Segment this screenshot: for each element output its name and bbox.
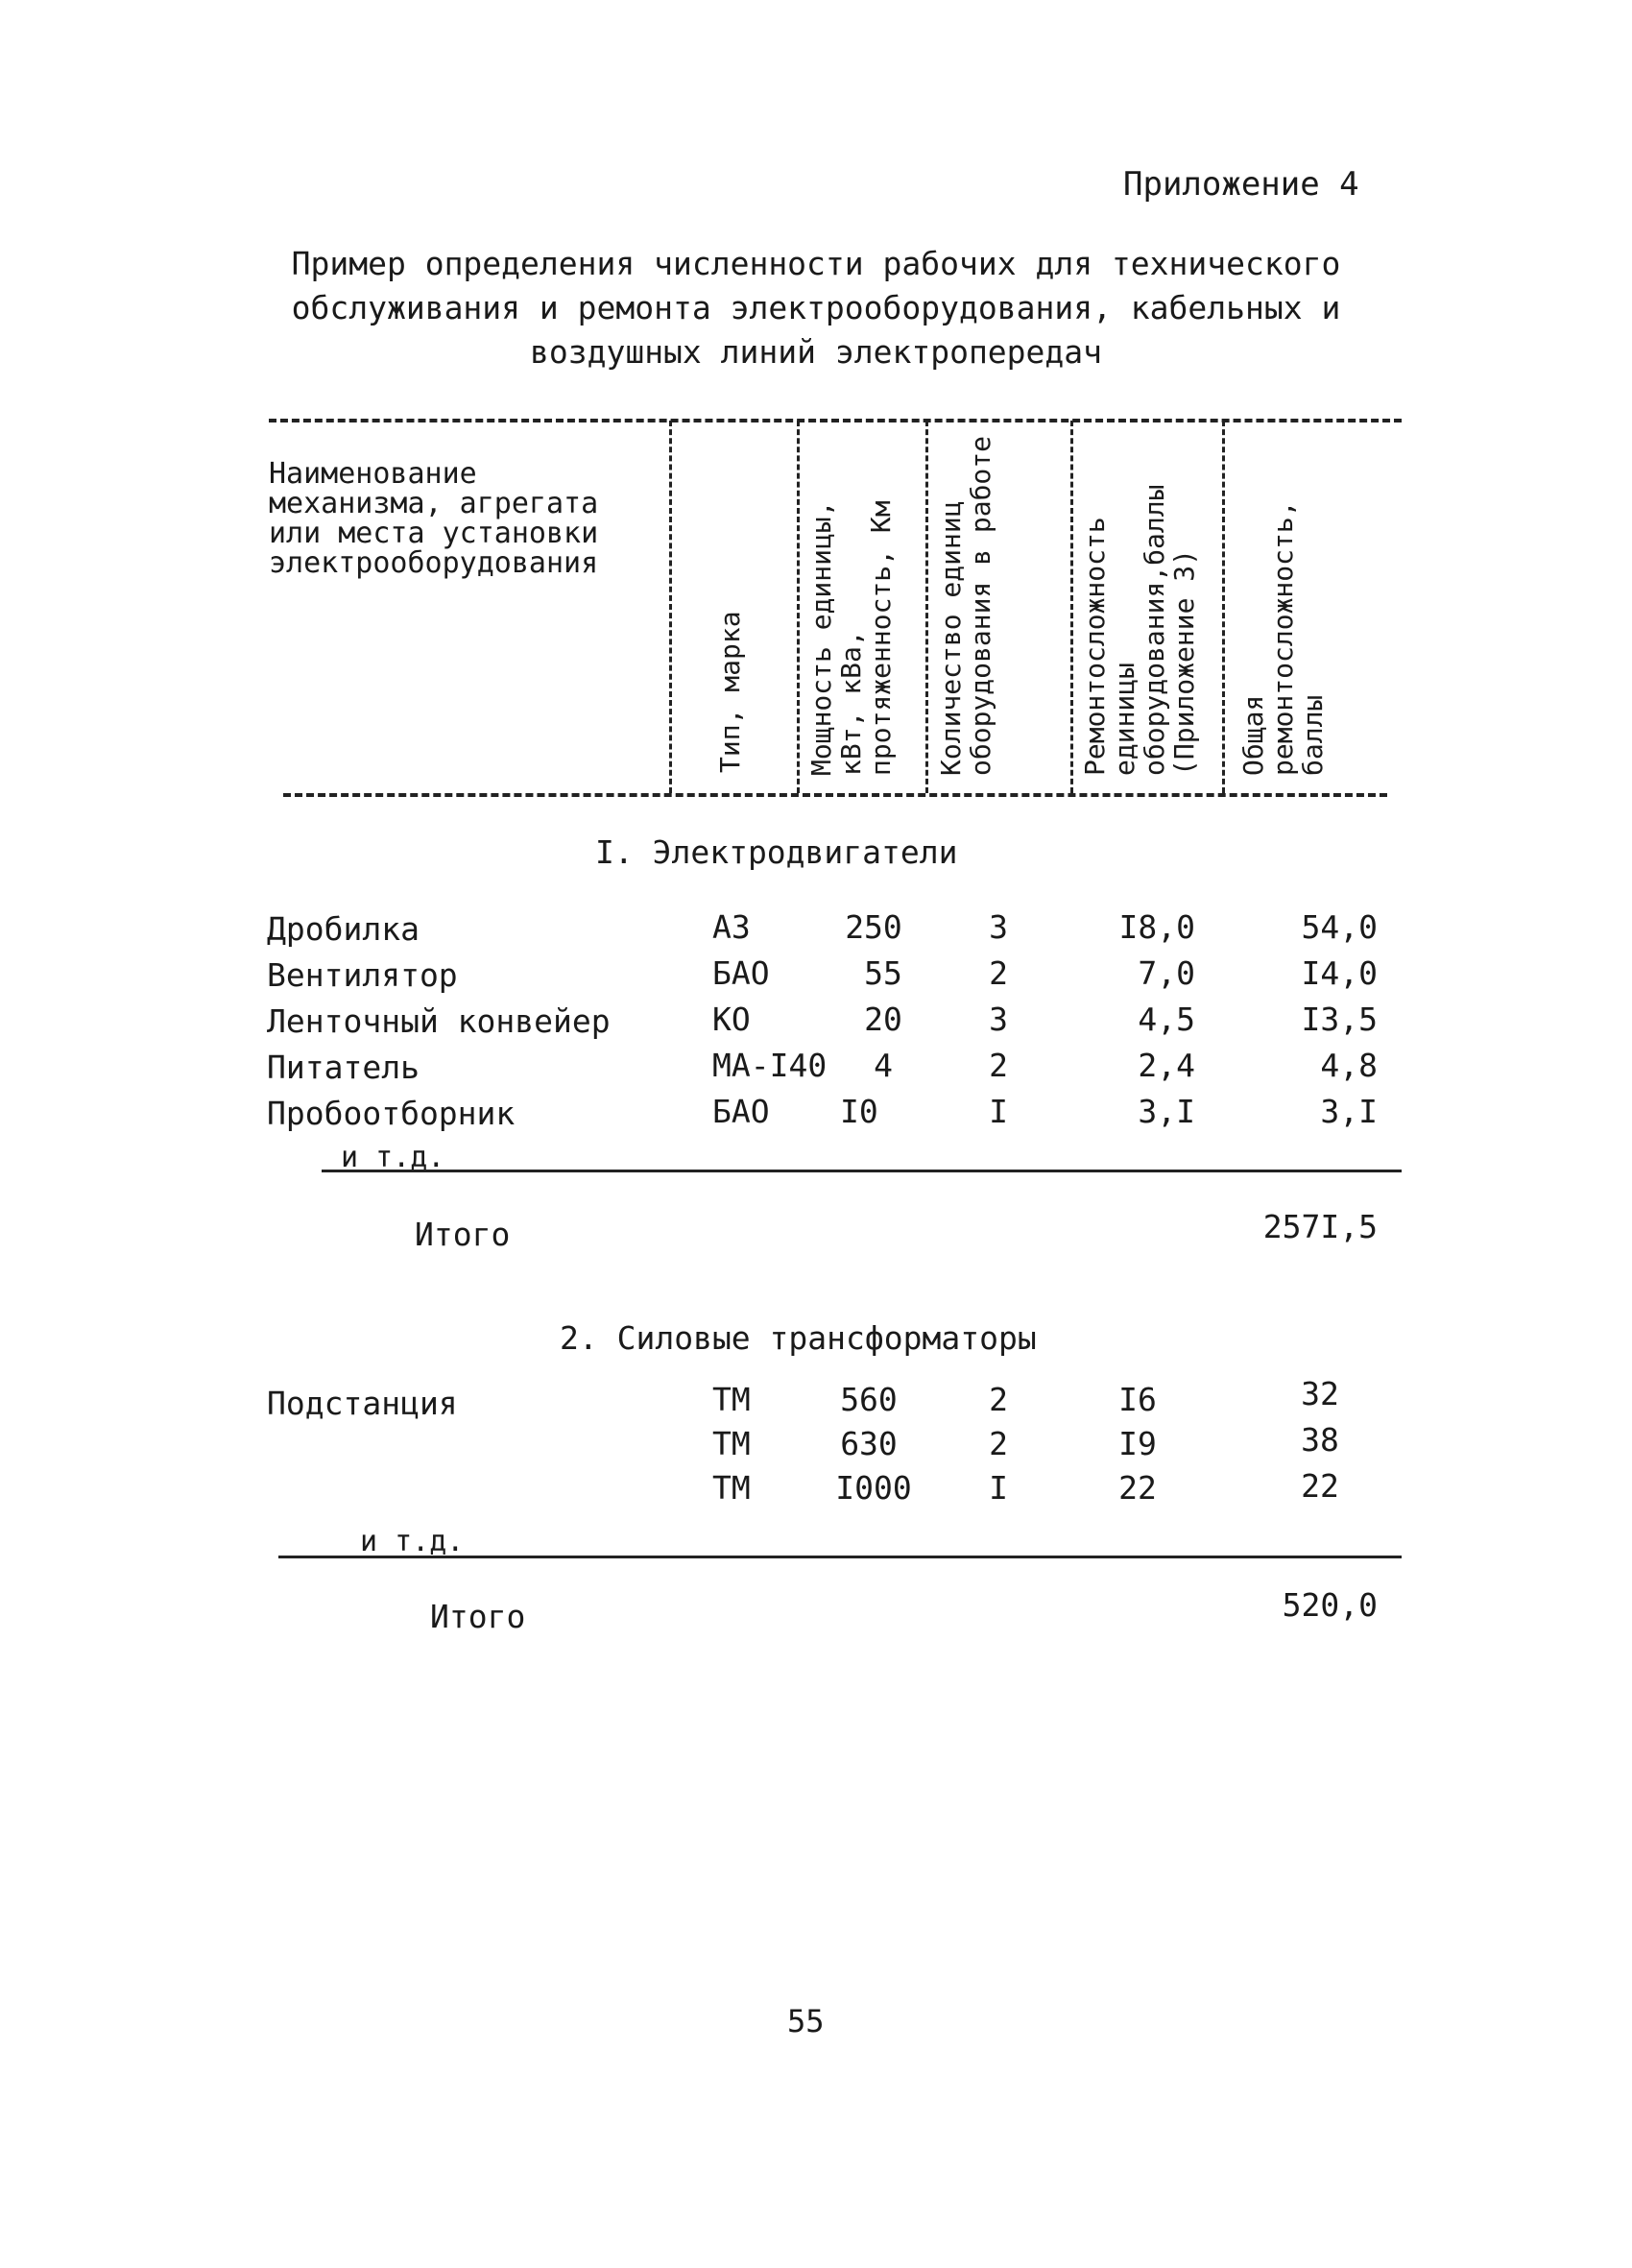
row-type: БАО (712, 1093, 770, 1130)
row-type: АЗ (712, 908, 751, 946)
row-total: 54,0 (1301, 908, 1378, 946)
appendix-label: Приложение 4 (1123, 165, 1359, 204)
row-name: Ленточный конвейер (267, 1002, 611, 1040)
total-value: 520,0 (1282, 1586, 1378, 1624)
row-total: I4,0 (1301, 954, 1378, 992)
row-total: I3,5 (1301, 1001, 1378, 1038)
row-name: Подстанция (267, 1385, 458, 1422)
row-power: 55 (864, 954, 902, 992)
row-name: Пробоотборник (267, 1095, 516, 1132)
row-power: I0 (840, 1093, 878, 1130)
header-type: Тип, марка (714, 611, 746, 773)
row-name: Питатель (267, 1049, 420, 1086)
total-label: Итого (415, 1216, 511, 1253)
row-count: I (989, 1469, 1008, 1507)
row-count: 2 (989, 1425, 1008, 1462)
section-rule (278, 1556, 1402, 1558)
row-count: 3 (989, 1001, 1008, 1038)
row-total: 3,I (1320, 1093, 1378, 1130)
row-name: Дробилка (267, 910, 420, 948)
row-complexity: I6 (1118, 1381, 1157, 1418)
row-power: 4 (874, 1047, 893, 1084)
row-power: 560 (840, 1381, 898, 1418)
row-total: 38 (1301, 1421, 1339, 1459)
column-separator (925, 421, 928, 793)
row-power: 20 (864, 1001, 902, 1038)
total-value: 257I,5 (1262, 1208, 1378, 1245)
row-complexity: I9 (1118, 1425, 1157, 1462)
row-type: ТМ (712, 1469, 751, 1507)
row-count: I (989, 1093, 1008, 1130)
row-complexity: 7,0 (1138, 954, 1195, 992)
row-complexity: 3,I (1138, 1093, 1195, 1130)
row-type: ТМ (712, 1425, 751, 1462)
column-separator (797, 421, 800, 793)
row-count: 2 (989, 1381, 1008, 1418)
row-total: 32 (1301, 1375, 1339, 1412)
row-count: 3 (989, 908, 1008, 946)
header-power: Мощность единицы, кВт, кВа, протяженность, Км (805, 500, 897, 776)
row-type: КО (712, 1001, 751, 1038)
header-complexity: Ремонтосложность единицы оборудования,баллы (Приложение 3) (1079, 484, 1200, 776)
column-separator (669, 421, 672, 793)
section-heading: 2. Силовые трансформаторы (560, 1319, 1037, 1357)
row-complexity: 2,4 (1138, 1047, 1195, 1084)
page-title: Пример определения численности рабочих для технического обслуживания и ремонта электрооборудования, кабельных и воздушных линий электропередач (291, 245, 1341, 371)
column-separator (1070, 421, 1073, 793)
header-count: Количество единиц оборудования в работе (935, 435, 996, 776)
row-power: I000 (835, 1469, 912, 1507)
page-number: 55 (787, 2003, 825, 2039)
row-count: 2 (989, 954, 1008, 992)
column-separator (1222, 421, 1225, 793)
row-complexity: 4,5 (1138, 1001, 1195, 1038)
section-rule (322, 1170, 1402, 1172)
section-heading: I. Электродвигатели (595, 833, 958, 871)
row-type: ТМ (712, 1381, 751, 1418)
row-count: 2 (989, 1047, 1008, 1084)
etc-label: и т.д. (360, 1525, 465, 1558)
header-total: Общая ремонтосложность, баллы (1237, 500, 1329, 776)
row-name: Вентилятор (267, 956, 458, 994)
row-total: 4,8 (1320, 1047, 1378, 1084)
row-complexity: 22 (1118, 1469, 1157, 1507)
etc-label: и т.д. (341, 1141, 445, 1174)
row-power: 250 (845, 908, 902, 946)
table-top-rule (269, 419, 1402, 422)
header-name: Наименование механизма, агрегата или места установки электрооборудования (269, 457, 599, 580)
row-total: 22 (1301, 1467, 1339, 1505)
row-complexity: I8,0 (1118, 908, 1195, 946)
row-power: 630 (840, 1425, 898, 1462)
table-header-bottom-rule (283, 793, 1387, 797)
row-type: МА-I40 (712, 1047, 828, 1084)
total-label: Итого (430, 1598, 526, 1635)
row-type: БАО (712, 954, 770, 992)
